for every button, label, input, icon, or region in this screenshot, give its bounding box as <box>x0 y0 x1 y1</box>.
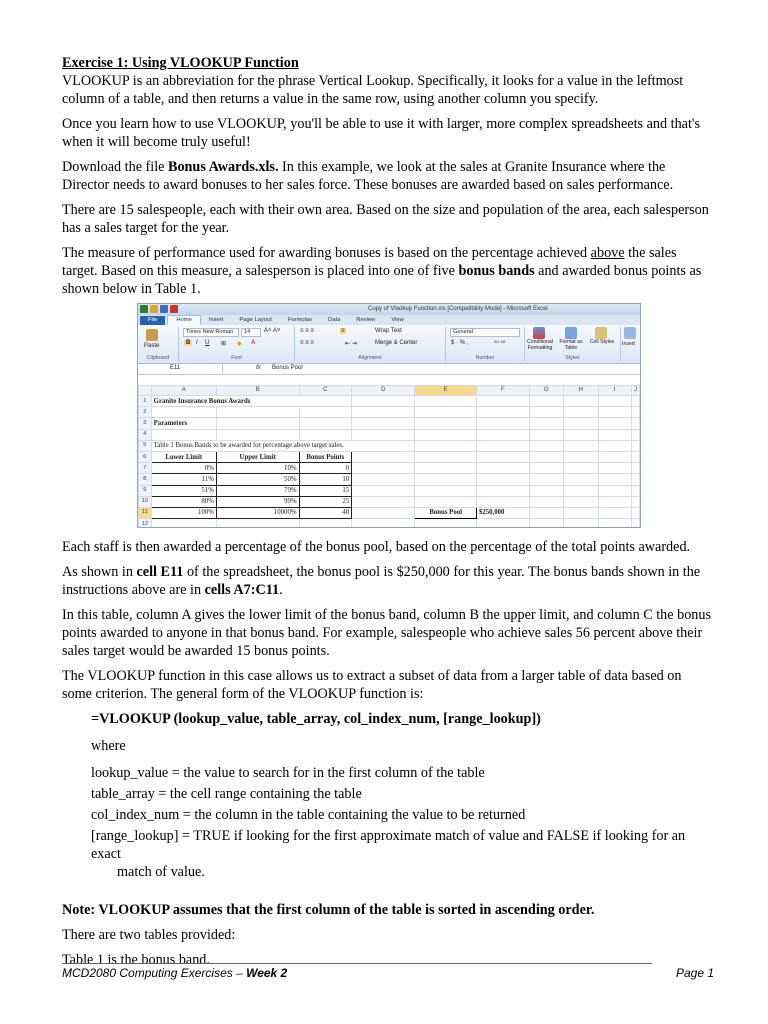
table-row: 10 80% 99% 25 <box>139 496 640 507</box>
decimal-icon[interactable]: ⁰⁰ ⁰⁰ <box>494 341 506 347</box>
align-middle-icon[interactable]: ≡ <box>341 328 345 334</box>
cell-styles-icon[interactable] <box>595 327 607 339</box>
currency-format-icon[interactable]: $ · % , <box>451 340 469 346</box>
ribbon-tabs <box>138 315 640 325</box>
align-left-icon[interactable]: ≡ ≡ ≡ <box>300 340 314 346</box>
tab-review[interactable]: Review <box>356 317 376 323</box>
sheet-row: 12 <box>139 519 640 528</box>
paragraph-salespeople: There are 15 salespeople, each with their own area. Based on the size and population of the area, each salesperson has a sales target for the year. <box>62 202 709 236</box>
wrap-text-button[interactable]: Wrap Text <box>375 328 402 334</box>
column-header[interactable]: E <box>415 386 477 396</box>
conditional-formatting-icon[interactable] <box>533 327 545 339</box>
cells-group <box>621 327 640 361</box>
format-table-icon[interactable] <box>565 327 577 339</box>
two-tables: There are two tables provided: <box>62 927 236 943</box>
clipboard-group: Paste Clipboard <box>138 327 179 361</box>
alignment-group: ≡ ≡ ≡ ≡ Wrap Text ≡ ≡ ≡ ⇤ ⇥ Merge & Center Alignment <box>295 327 446 361</box>
upper-limit-header[interactable]: Upper Limit <box>216 451 299 462</box>
tab-formulas[interactable]: Formulas <box>287 317 313 323</box>
fill-color-icon[interactable]: ◆ <box>237 341 242 347</box>
tab-page-layout[interactable]: Page Layout <box>239 317 272 323</box>
sheet-row: 3 Parameters <box>139 418 640 429</box>
vlookup-syntax: =VLOOKUP (lookup_value, table_array, col_index_num, [range_lookup]) <box>91 711 541 727</box>
grow-font-icon[interactable]: A˄ A˅ <box>264 328 281 334</box>
bold-button[interactable]: B <box>186 340 191 346</box>
column-header[interactable]: F <box>476 386 529 396</box>
table-caption-cell[interactable]: Table 1 Bonus Bands to be awarded for percentage above target sales. <box>151 440 415 451</box>
column-header[interactable]: G <box>529 386 563 396</box>
spreadsheet-grid <box>138 385 640 528</box>
tab-view[interactable]: View <box>391 317 404 323</box>
paragraph-vlookup: The VLOOKUP function in this case allows us to extract a subset of data from a larger table of data based on some criterion. The general form of the VLOOKUP function is: <box>62 668 682 702</box>
formula-bar <box>138 364 640 375</box>
column-header[interactable]: D <box>352 386 415 396</box>
excel-screenshot <box>137 303 641 528</box>
file-name: Bonus Awards.xls. <box>167 159 279 175</box>
column-headers <box>139 386 640 396</box>
font-group: Times New Roman 14 A˄ A˅ B I U ⊞ ◆ A Font <box>179 327 295 361</box>
table1-desc: Table 1 is the bonus band. <box>62 952 210 968</box>
number-group: General $ · % , ⁰⁰ ⁰⁰ Number <box>446 327 525 361</box>
excel-window-title: Copy of Vlookup Function.xls [Compatibility Mode] - Microsoft Excel <box>368 306 548 312</box>
where-label: where <box>91 738 126 754</box>
paragraph-download: Download the file Bonus Awards.xls. In this example, we look at the sales at Granite Insurance where the Director needs to award bonuses to her sales force. These bonuses are awarded based on sales performance. <box>62 159 674 193</box>
table-row: 7 0% 10% 0 <box>139 463 640 474</box>
tab-insert[interactable]: Insert <box>208 317 224 323</box>
merge-center-button[interactable]: Merge & Center <box>375 340 418 346</box>
table-row: 9 51% 79% 15 <box>139 485 640 496</box>
sort-note: Note: VLOOKUP assumes that the first column of the table is sorted in ascending order. <box>62 902 595 918</box>
document-body-continued <box>62 538 714 976</box>
def-range-lookup-cont: match of value. <box>117 864 205 880</box>
home-ribbon <box>138 325 640 364</box>
cell-styles-button[interactable]: Cell Styles <box>589 339 615 345</box>
styles-group: Conditional Formatting Format as Table Cell Styles Styles <box>525 327 621 361</box>
open-icon <box>150 305 158 313</box>
paragraph-measure: The measure of performance used for awarding bonuses is based on the percentage achieved above the sales target. Based on this measure, a salesperson is placed into one of five bonus bands and awarded bonus points as shown below in Table 1. <box>62 245 702 297</box>
formula-input[interactable]: Bonus Pool <box>272 365 303 371</box>
exercise-heading: Exercise 1: Using VLOOKUP Function <box>62 55 299 71</box>
sheet-row: 5 Table 1 Bonus Bands to be awarded for percentage above target sales. <box>139 440 640 451</box>
indent-icon[interactable]: ⇤ ⇥ <box>345 341 357 347</box>
sheet-row: 1 Granite Insurance Bonus Awards <box>139 396 640 407</box>
conditional-formatting-button[interactable]: Conditional Formatting <box>527 339 553 351</box>
save-icon <box>160 305 168 313</box>
paragraph-learn: Once you learn how to use VLOOKUP, you'll be able to use it with larger, more complex spreadsheets and that's when it will become truly useful! <box>62 116 700 150</box>
paragraph-percentage: Each staff is then awarded a percentage of the bonus pool, based on the percentage of the total points awarded. <box>62 539 691 555</box>
paragraph-columns: In this table, column A gives the lower limit of the bonus band, column B the upper limit, and column C the bonus points awarded to anyone in that bonus band. For example, salespeople who achieve sales 56 percent above their sales target would be awarded 15 bonus points. <box>62 607 711 659</box>
column-header[interactable]: C <box>299 386 352 396</box>
paste-icon[interactable] <box>146 329 158 341</box>
def-range-lookup: [range_lookup] = TRUE if looking for the first approximate match of value and FALSE if looking for an exact <box>91 828 686 862</box>
bonus-points-header[interactable]: Bonus Points <box>299 451 352 462</box>
align-top-icon[interactable]: ≡ ≡ ≡ <box>300 328 314 334</box>
table-row: 8 11% 50% 10 <box>139 474 640 485</box>
footer-divider <box>62 963 652 964</box>
number-format-select[interactable]: General <box>450 328 520 337</box>
excel-logo-icon <box>140 305 148 313</box>
format-as-table-button[interactable]: Format as Table <box>559 339 583 351</box>
font-color-icon[interactable]: A <box>251 340 256 346</box>
column-header[interactable]: H <box>564 386 598 396</box>
excel-title-bar <box>138 304 640 315</box>
column-header[interactable]: B <box>216 386 299 396</box>
quick-access-toolbar <box>140 305 178 313</box>
undo-icon <box>170 305 178 313</box>
tab-file[interactable]: File <box>140 316 165 325</box>
footer-course: MCD2080 Computing Exercises – Week 2 <box>62 966 288 980</box>
def-lookup-value: lookup_value = the value to search for in the first column of the table <box>91 765 485 781</box>
paragraph-cell-ref: As shown in cell E11 of the spreadsheet, the bonus pool is $250,000 for this year. The bonus bands shown in the instructions above are in cells A7:C11. <box>62 564 701 598</box>
column-header[interactable]: A <box>151 386 216 396</box>
font-name-select[interactable]: Times New Roman <box>183 328 239 337</box>
tab-data[interactable]: Data <box>328 317 341 323</box>
sheet-row: 2 <box>139 407 640 418</box>
column-header[interactable]: J <box>631 386 639 396</box>
italic-button[interactable]: I <box>196 340 198 346</box>
name-box[interactable]: E11 <box>138 364 223 373</box>
insert-button[interactable]: Insert <box>622 341 635 347</box>
lower-limit-header[interactable]: Lower Limit <box>151 451 216 462</box>
def-table-array: table_array = the cell range containing the table <box>91 786 362 802</box>
column-header[interactable]: I <box>598 386 631 396</box>
sheet-row: 6 Lower Limit Upper Limit Bonus Points <box>139 451 640 462</box>
paste-button[interactable]: Paste <box>144 343 160 349</box>
font-size-select[interactable]: 14 <box>241 328 261 337</box>
sheet-row: 4 <box>139 429 640 440</box>
def-col-index: col_index_num = the column in the table containing the value to be returned <box>91 807 526 823</box>
bonus-pool-cell[interactable]: Bonus Pool <box>415 507 477 518</box>
tab-home[interactable]: Home <box>167 315 200 325</box>
select-all-corner[interactable] <box>139 386 152 396</box>
borders-icon[interactable]: ⊞ <box>221 341 227 347</box>
paragraph-intro: VLOOKUP is an abbreviation for the phrase Vertical Lookup. Specifically, it looks for a value in the leftmost column of a table, and then returns a value in the same row, using another column you specify. <box>62 73 684 107</box>
parameters-cell[interactable]: Parameters <box>151 418 216 429</box>
underline-button[interactable]: U <box>205 340 210 346</box>
sheet-title-cell[interactable]: Granite Insurance Bonus Awards <box>151 396 352 407</box>
document-body <box>62 54 714 305</box>
table-row: 11 100% 10000% 40 Bonus Pool $250,000 <box>139 507 640 518</box>
insert-cells-icon[interactable] <box>624 327 636 339</box>
footer-page-number: Page 1 <box>676 966 715 980</box>
fx-icon[interactable]: fx <box>256 365 261 371</box>
bonus-pool-value-cell[interactable]: $250,000 <box>476 507 529 518</box>
